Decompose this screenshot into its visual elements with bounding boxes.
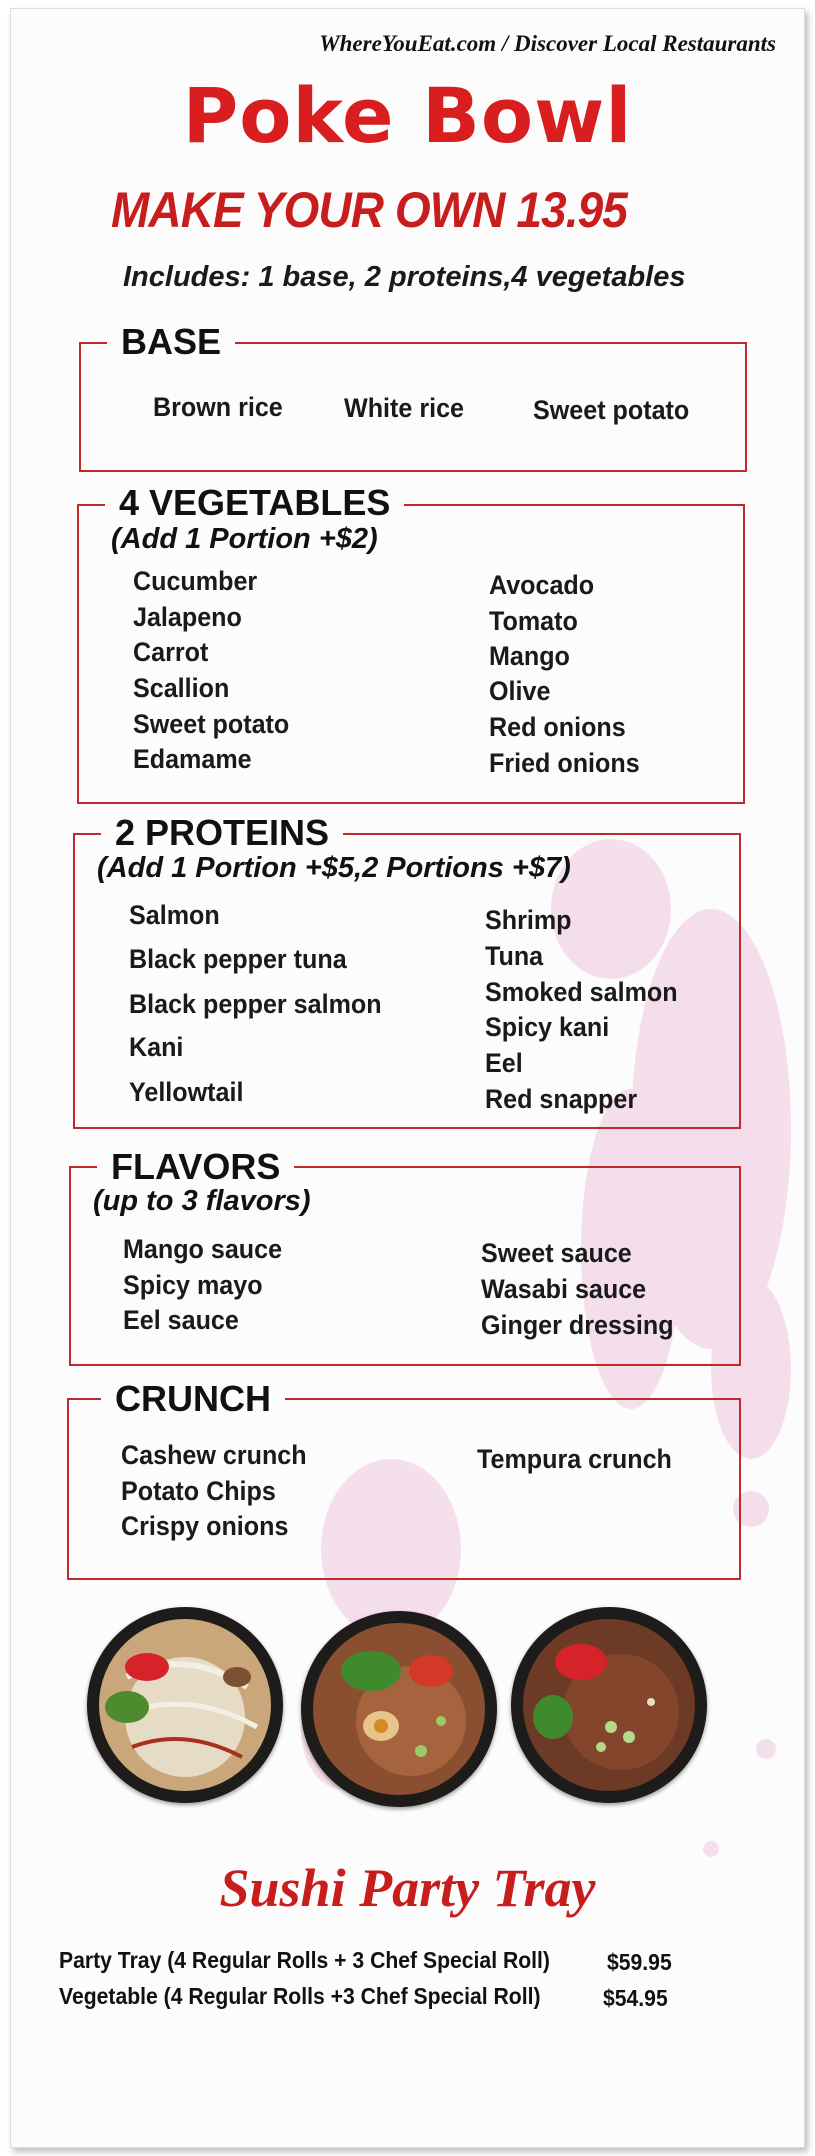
page-title: Poke Bowl [182,71,633,160]
list-item: Wasabi sauce [481,1274,647,1304]
list-item: Red snapper [485,1084,638,1114]
list-item: Avocado [489,570,595,600]
list-item: Spicy mayo [123,1270,263,1300]
tray-row-name: Vegetable (4 Regular Rolls +3 Chef Special Roll) [59,1983,541,2009]
vegetables-title: 4 VEGETABLES [105,483,404,523]
base-item: Brown rice [153,392,283,422]
proteins-title: 2 PROTEINS [101,813,343,853]
price-subtitle: MAKE YOUR OWN 13.95 [111,182,627,238]
list-item: Shrimp [485,905,572,935]
list-item: Mango [489,641,570,671]
poke-bowl-image [301,1611,497,1807]
flavors-note: (up to 3 flavors) [93,1185,311,1217]
menu-page [10,8,805,2148]
tray-row-price: $54.95 [603,1985,668,2011]
tray-row-price: $59.95 [607,1949,672,1975]
list-item: Eel [485,1048,523,1078]
list-item: Mango sauce [123,1234,283,1264]
list-item: Carrot [133,637,209,667]
list-item: Sweet sauce [481,1238,632,1268]
base-item: Sweet potato [533,395,690,425]
crunch-title: CRUNCH [101,1379,285,1419]
list-item: Tuna [485,941,544,971]
list-item: Ginger dressing [481,1310,674,1340]
list-item: Black pepper salmon [129,989,382,1019]
list-item: Black pepper tuna [129,944,347,974]
list-item: Jalapeno [133,602,242,632]
watermark-text: WhereYouEat.com / Discover Local Restaurants [319,31,776,56]
base-item: White rice [344,393,464,423]
list-item: Potato Chips [121,1476,276,1506]
list-item: Smoked salmon [485,977,678,1007]
list-item: Crispy onions [121,1511,289,1541]
list-item: Cucumber [133,566,258,596]
tray-row-name: Party Tray (4 Regular Rolls + 3 Chef Special Roll) [59,1947,550,1973]
list-item: Scallion [133,673,230,703]
poke-bowl-image [87,1607,283,1803]
poke-bowl-image [511,1607,707,1803]
includes-text: Includes: 1 base, 2 proteins,4 vegetables [123,261,686,293]
base-title: BASE [107,322,235,362]
list-item: Kani [129,1032,184,1062]
list-item: Yellowtail [129,1077,244,1107]
tray-title: Sushi Party Tray [219,1858,596,1918]
list-item: Fried onions [489,748,640,778]
list-item: Cashew crunch [121,1440,307,1470]
list-item: Spicy kani [485,1012,610,1042]
list-item: Salmon [129,900,220,930]
list-item: Red onions [489,712,626,742]
list-item: Tomato [489,606,578,636]
list-item: Edamame [133,744,252,774]
list-item: Olive [489,676,551,706]
flavors-title: FLAVORS [97,1147,294,1187]
vegetables-note: (Add 1 Portion +$2) [111,523,378,555]
proteins-note: (Add 1 Portion +$5,2 Portions +$7) [97,852,571,884]
list-item: Tempura crunch [477,1444,672,1474]
list-item: Sweet potato [133,709,290,739]
list-item: Eel sauce [123,1305,239,1335]
